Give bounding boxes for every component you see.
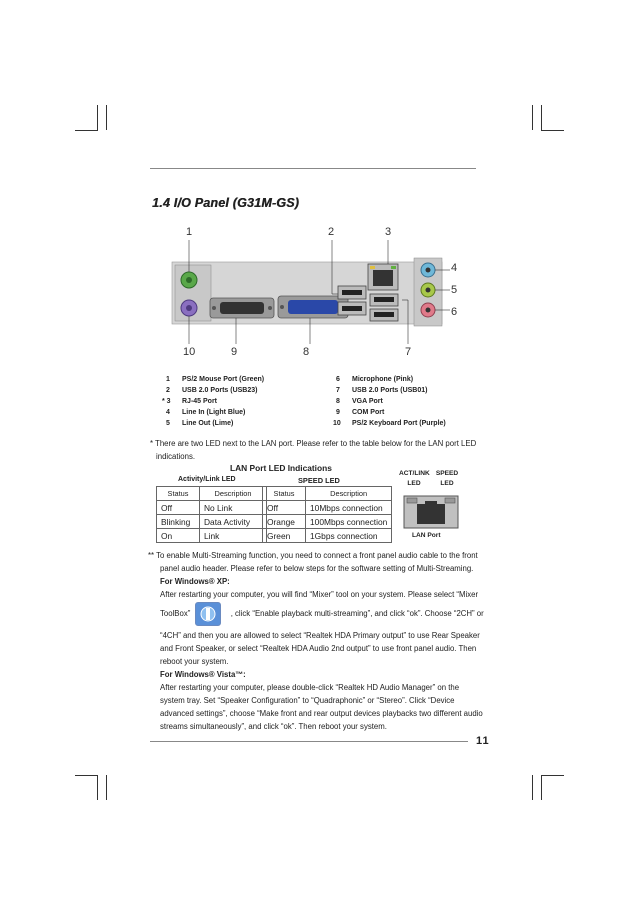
callout-number: 1: [186, 226, 193, 238]
crop-mark: [541, 105, 542, 130]
xp-heading: For Windows® XP:: [160, 577, 230, 586]
audio-note-line: system tray. Set “Speaker Configuration” to “Quadraphonic” or “Stereo”. Click “Device: [160, 696, 455, 705]
audio-note: [148, 549, 484, 733]
speed-led-table: [262, 486, 392, 543]
table-row: [263, 501, 392, 515]
legend-num: 10: [333, 420, 341, 427]
legend-text: Line Out (Lime): [182, 420, 234, 427]
port-legend: [158, 376, 478, 436]
table-cell: Green: [263, 529, 306, 543]
table-cell: Data Activity: [200, 515, 267, 529]
table-row: [157, 501, 267, 515]
callout-number: 9: [231, 346, 238, 358]
lan-port-illustration: [403, 495, 459, 529]
lan-port-label: LAN Port: [412, 532, 441, 539]
speed-led-label-line: SPEED: [435, 470, 459, 477]
legend-num: 7: [336, 387, 340, 394]
callout-number: 5: [451, 284, 458, 296]
table-cell: Orange: [263, 515, 306, 529]
legend-text: Microphone (Pink): [352, 376, 414, 383]
table-row: [263, 529, 392, 543]
act-link-label-line: LED: [407, 480, 421, 487]
activity-led-table: [156, 486, 267, 543]
legend-num: 1: [166, 376, 170, 383]
table-cell: On: [157, 529, 200, 543]
table-header: Description: [306, 487, 392, 501]
legend-num: 4: [166, 409, 170, 416]
crop-mark: [75, 130, 98, 131]
audio-note-line: “4CH” and then you are allowed to select “Realtek HDA Primary output” to use Rear Speaker: [160, 631, 480, 640]
audio-note-line: After restarting your computer, please double-click “Realtek HD Audio Manager” on the: [160, 683, 460, 692]
header-rule: [150, 168, 476, 169]
table-header: Status: [157, 487, 200, 501]
table-cell: 10Mbps connection: [306, 501, 392, 515]
callout-number: 3: [385, 226, 392, 238]
table-row: [157, 529, 267, 543]
table-row: [263, 515, 392, 529]
callout-number: 6: [451, 306, 458, 318]
table-header: Description: [200, 487, 267, 501]
table-cell: No Link: [200, 501, 267, 515]
callout-number: 10: [183, 346, 196, 358]
table-cell: 100Mbps connection: [306, 515, 392, 529]
lan-port-icon: [403, 495, 459, 529]
audio-note-line: reboot your system.: [160, 657, 229, 666]
vista-heading: For Windows® Vista™:: [160, 670, 246, 679]
legend-text: PS/2 Keyboard Port (Purple): [352, 420, 446, 427]
legend-num: * 3: [162, 398, 171, 405]
legend-text: PS/2 Mouse Port (Green): [182, 376, 265, 383]
table-row: [157, 515, 267, 529]
table-cell: Link: [200, 529, 267, 543]
speed-table-title: SPEED LED: [298, 476, 340, 485]
crop-mark: [97, 105, 98, 130]
crop-mark: [541, 775, 542, 800]
legend-num: 8: [336, 398, 340, 405]
legend-num: 2: [166, 387, 170, 394]
legend-text: Line In (Light Blue): [182, 409, 246, 416]
speed-led-label-line: LED: [440, 480, 454, 487]
audio-note-line: [148, 601, 484, 627]
mixer-toolbox-text: ToolBox”: [160, 609, 191, 618]
callout-number: 2: [328, 226, 335, 238]
activity-table-title: Activity/Link LED: [178, 476, 236, 483]
callout-number: 4: [451, 262, 458, 274]
table-cell: Off: [263, 501, 306, 515]
mixer-toolbox-icon: [195, 602, 221, 626]
table-header: Status: [263, 487, 306, 501]
legend-text: USB 2.0 Ports (USB01): [352, 387, 428, 394]
io-panel-figure: [150, 222, 480, 362]
act-link-label-line: ACT/LINK: [399, 470, 430, 477]
table-cell: Blinking: [157, 515, 200, 529]
table-cell: 1Gbps connection: [306, 529, 392, 543]
led-section-title: LAN Port LED Indications: [230, 463, 332, 473]
audio-note-line: After restarting your computer, you will find “Mixer” tool on your system. Please select “Mixer: [160, 590, 479, 599]
act-link-label: [399, 470, 429, 487]
section-title: 1.4 I/O Panel (G31M-GS): [152, 196, 300, 210]
speed-led-label: [432, 470, 462, 487]
led-note-line: indications.: [156, 452, 196, 461]
legend-text: VGA Port: [352, 398, 383, 405]
legend-text: USB 2.0 Ports (USB23): [182, 387, 258, 394]
crop-mark: [106, 105, 107, 130]
audio-note-line: and Front Speaker, or select “Realtek HDA Audio 2nd output” to use front panel audio. Then: [160, 644, 477, 653]
legend-num: 5: [166, 420, 170, 427]
legend-text: RJ-45 Port: [182, 398, 218, 405]
crop-mark: [75, 775, 98, 776]
audio-note-line: advanced settings”, choose “Make front and rear output devices playbacks two different audio: [160, 709, 483, 718]
legend-num: 6: [336, 376, 340, 383]
callout-number: 7: [405, 346, 412, 358]
audio-note-text: , click “Enable playback multi-streaming”, and click “ok”. Choose “2CH” or: [230, 609, 484, 618]
callout-number: 8: [303, 346, 310, 358]
led-note-line: * There are two LED next to the LAN port. Please refer to the table below for the LAN port LED: [150, 439, 477, 448]
io-panel-illustration: [150, 222, 480, 362]
crop-mark: [541, 775, 564, 776]
crop-mark: [532, 775, 533, 800]
crop-mark: [541, 130, 564, 131]
crop-mark: [106, 775, 107, 800]
page-number: 11: [476, 735, 490, 747]
audio-note-line: panel audio header. Please refer to below steps for the software setting of Multi-Streaming.: [160, 564, 474, 573]
crop-mark: [97, 775, 98, 800]
crop-mark: [532, 105, 533, 130]
table-cell: Off: [157, 501, 200, 515]
legend-text: COM Port: [352, 409, 385, 416]
audio-note-line: ** To enable Multi-Streaming function, you need to connect a front panel audio cable to the front: [148, 551, 478, 560]
footer-rule: [150, 741, 468, 742]
audio-note-line: streams simultaneously”, and click “ok”. Then reboot your system.: [160, 722, 387, 731]
legend-num: 9: [336, 409, 340, 416]
led-note: [150, 437, 476, 463]
